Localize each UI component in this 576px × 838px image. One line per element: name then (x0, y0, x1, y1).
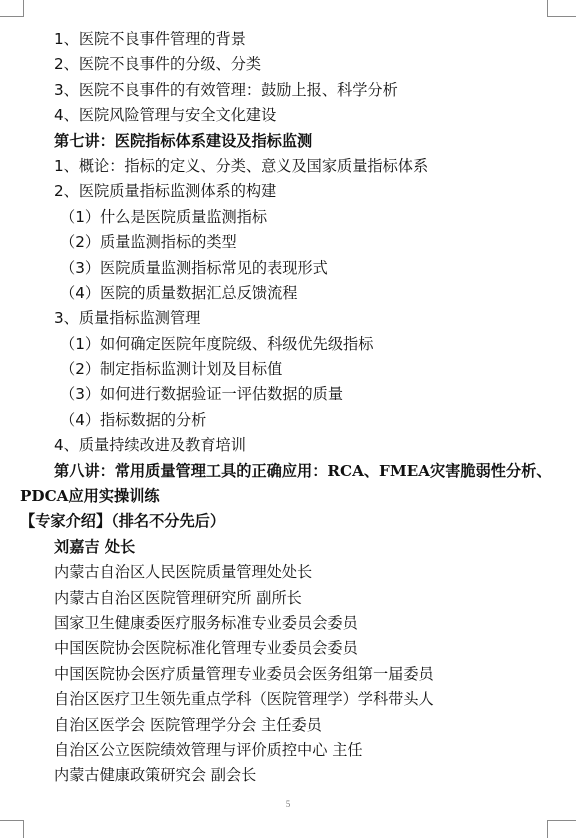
lecture-heading: 第七讲：医院指标体系建设及指标监测 (54, 131, 313, 150)
sub-item: （2）质量监测指标的类型 (60, 233, 237, 252)
text-line: 2、医院不良事件的分级、分类 (54, 55, 262, 74)
text-line: 4、医院风险管理与安全文化建设 (54, 106, 277, 125)
page-number: 5 (285, 799, 291, 809)
crop-mark-bottom-left (0, 820, 23, 821)
expert-title: 中国医院协会医院标准化管理专业委员会委员 (54, 639, 358, 658)
crop-mark-top-left-v (23, 0, 24, 17)
expert-title: 内蒙古自治区医院管理研究所 副所长 (54, 588, 302, 607)
section-heading-experts: 【专家介绍】（排名不分先后） (20, 512, 226, 531)
text-line: 4、质量持续改进及教育培训 (54, 436, 246, 455)
lecture-heading-continued: PDCA应用实操训练 (20, 487, 160, 506)
crop-mark-bottom-right (547, 820, 576, 821)
document-body (0, 27, 576, 789)
text-line: 1、医院不良事件管理的背景 (54, 30, 246, 48)
sub-item: （1）如何确定医院年度院级、科级优先级指标 (60, 334, 374, 353)
sub-item: （3）医院质量监测指标常见的表现形式 (60, 258, 328, 277)
crop-mark-bottom-left-v (23, 820, 24, 838)
sub-item: （3）如何进行数据验证一评估数据的质量 (60, 385, 344, 404)
lecture-heading: 第八讲：常用质量管理工具的正确应用：RCA、FMEA灾害脆弱性分析、 (54, 461, 552, 480)
expert-title: 自治区公立医院绩效管理与评价质控中心 主任 (54, 740, 363, 759)
expert-title: 内蒙古自治区人民医院质量管理处处长 (54, 563, 313, 582)
text-line: 3、医院不良事件的有效管理：鼓励上报、科学分析 (54, 80, 398, 99)
text-line: 2、医院质量指标监测体系的构建 (54, 182, 277, 201)
expert-title: 自治区医学会 医院管理学分会 主任委员 (54, 715, 322, 734)
crop-mark-top-left (0, 16, 23, 17)
crop-mark-top-right (547, 16, 576, 17)
expert-title: 自治区医疗卫生领先重点学科（医院管理学）学科带头人 (54, 690, 434, 709)
crop-mark-bottom-right-v (547, 820, 548, 838)
sub-item: （2）制定指标监测计划及目标值 (60, 360, 283, 379)
expert-name: 刘嘉吉 处长 (54, 537, 136, 556)
expert-title: 中国医院协会医疗质量管理专业委员会医务组第一届委员 (54, 664, 434, 683)
text-line: 3、质量指标监测管理 (54, 309, 201, 328)
text-line: 1、概论：指标的定义、分类、意义及国家质量指标体系 (54, 156, 429, 175)
sub-item: （1）什么是医院质量监测指标 (60, 207, 268, 226)
expert-title: 内蒙古健康政策研究会 副会长 (54, 766, 257, 785)
sub-item: （4）医院的质量数据汇总反馈流程 (60, 283, 298, 302)
sub-item: （4）指标数据的分析 (60, 410, 207, 429)
expert-title: 国家卫生健康委医疗服务标准专业委员会委员 (54, 613, 358, 632)
crop-mark-top-right-v (547, 0, 548, 17)
